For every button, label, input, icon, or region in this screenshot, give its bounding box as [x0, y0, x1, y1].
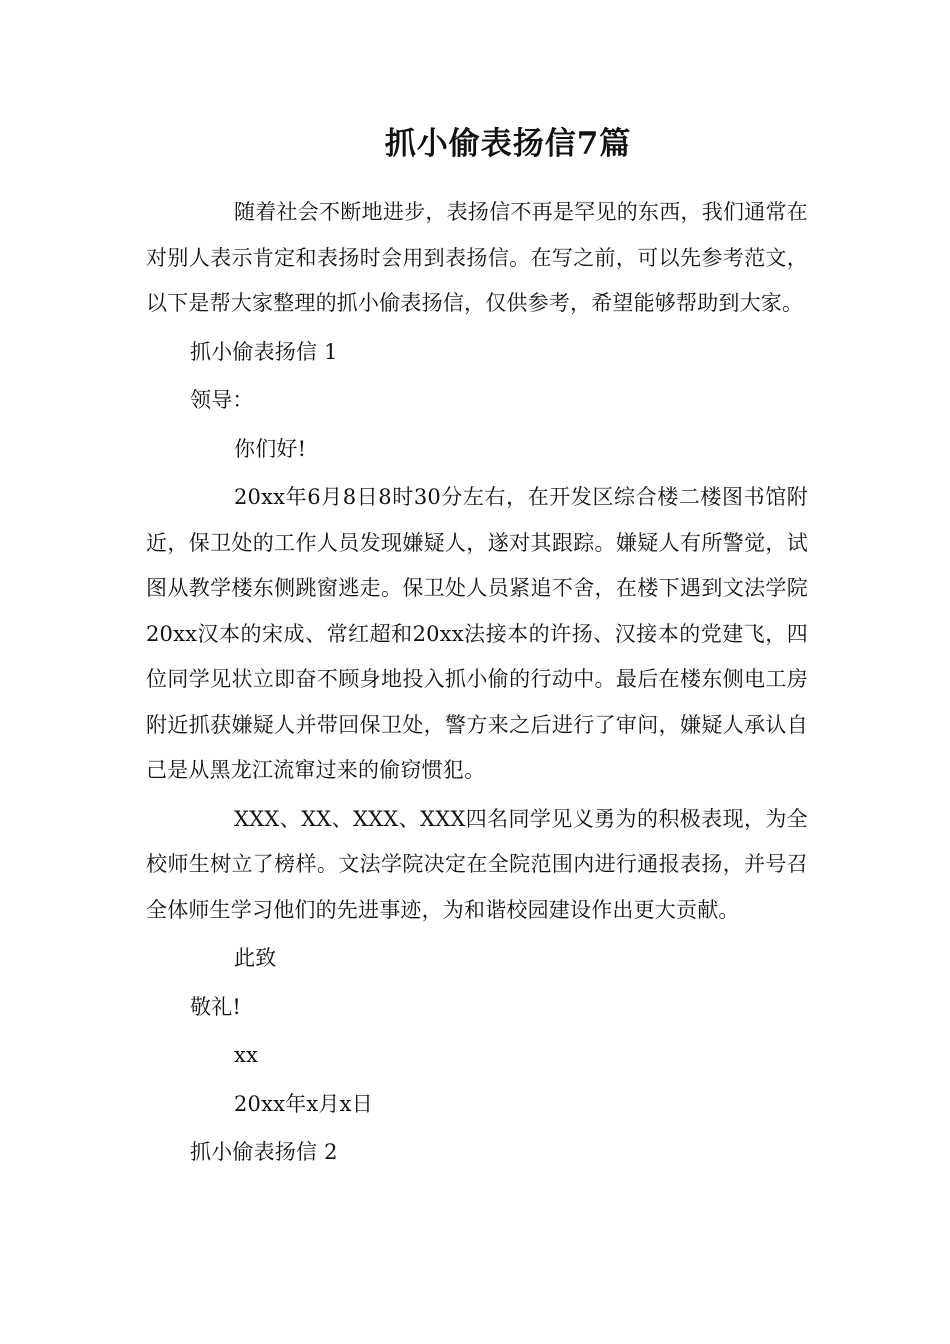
letter-1-salutation: 领导： [190, 388, 254, 412]
intro-paragraph: 随着社会不断地进步，表扬信不再是罕见的东西，我们通常在对别人表示肯定和表扬时会用到表扬信。在写之前，可以先参考范文，以下是帮大家整理的抓小偷表扬信，仅供参考，希望能够帮助到大家。 [146, 200, 808, 315]
letter-1-heading: 抓小偷表扬信 1 [190, 339, 338, 364]
letter-1-date: 20xx年x月x日 [234, 1091, 373, 1116]
letter-1-body-paragraph-1: 20xx年6月8日8时30分左右，在开发区综合楼二楼图书馆附近，保卫处的工作人员发现嫌疑人，遂对其跟踪。嫌疑人有所警觉，试图从教学楼东侧跳窗逃走。保卫处人员紧追不舍，在楼下遇到文法学院20xx汉本的宋成、常红超和20xx法接本的许扬、汉接本的党建飞，四位同学见状立即奋不顾身地投入抓小偷的行动中。最后在楼东侧电工房附近抓获嫌疑人并带回保卫处，警方来之后进行了审问，嫌疑人承认自己是从黑龙江流窜过来的偷窃惯犯。 [146, 485, 808, 782]
letter-1-body-paragraph-2: XXX、XX、XXX、XXX四名同学见义勇为的积极表现，为全校师生树立了榜样。文法学院决定在全院范围内进行通报表扬，并号召全体师生学习他们的先进事迹，为和谐校园建设作出更大贡献。 [146, 806, 808, 922]
document-body [146, 190, 808, 1176]
letter-1-greeting: 你们好! [234, 436, 307, 461]
letter-1-closing: 此致 [234, 946, 277, 970]
page-title: 抓小偷表扬信7篇 [384, 126, 632, 162]
letter-2-heading: 抓小偷表扬信 2 [190, 1140, 338, 1164]
letter-1-regards: 敬礼! [190, 994, 242, 1019]
letter-1-signer: xx [234, 1043, 259, 1067]
